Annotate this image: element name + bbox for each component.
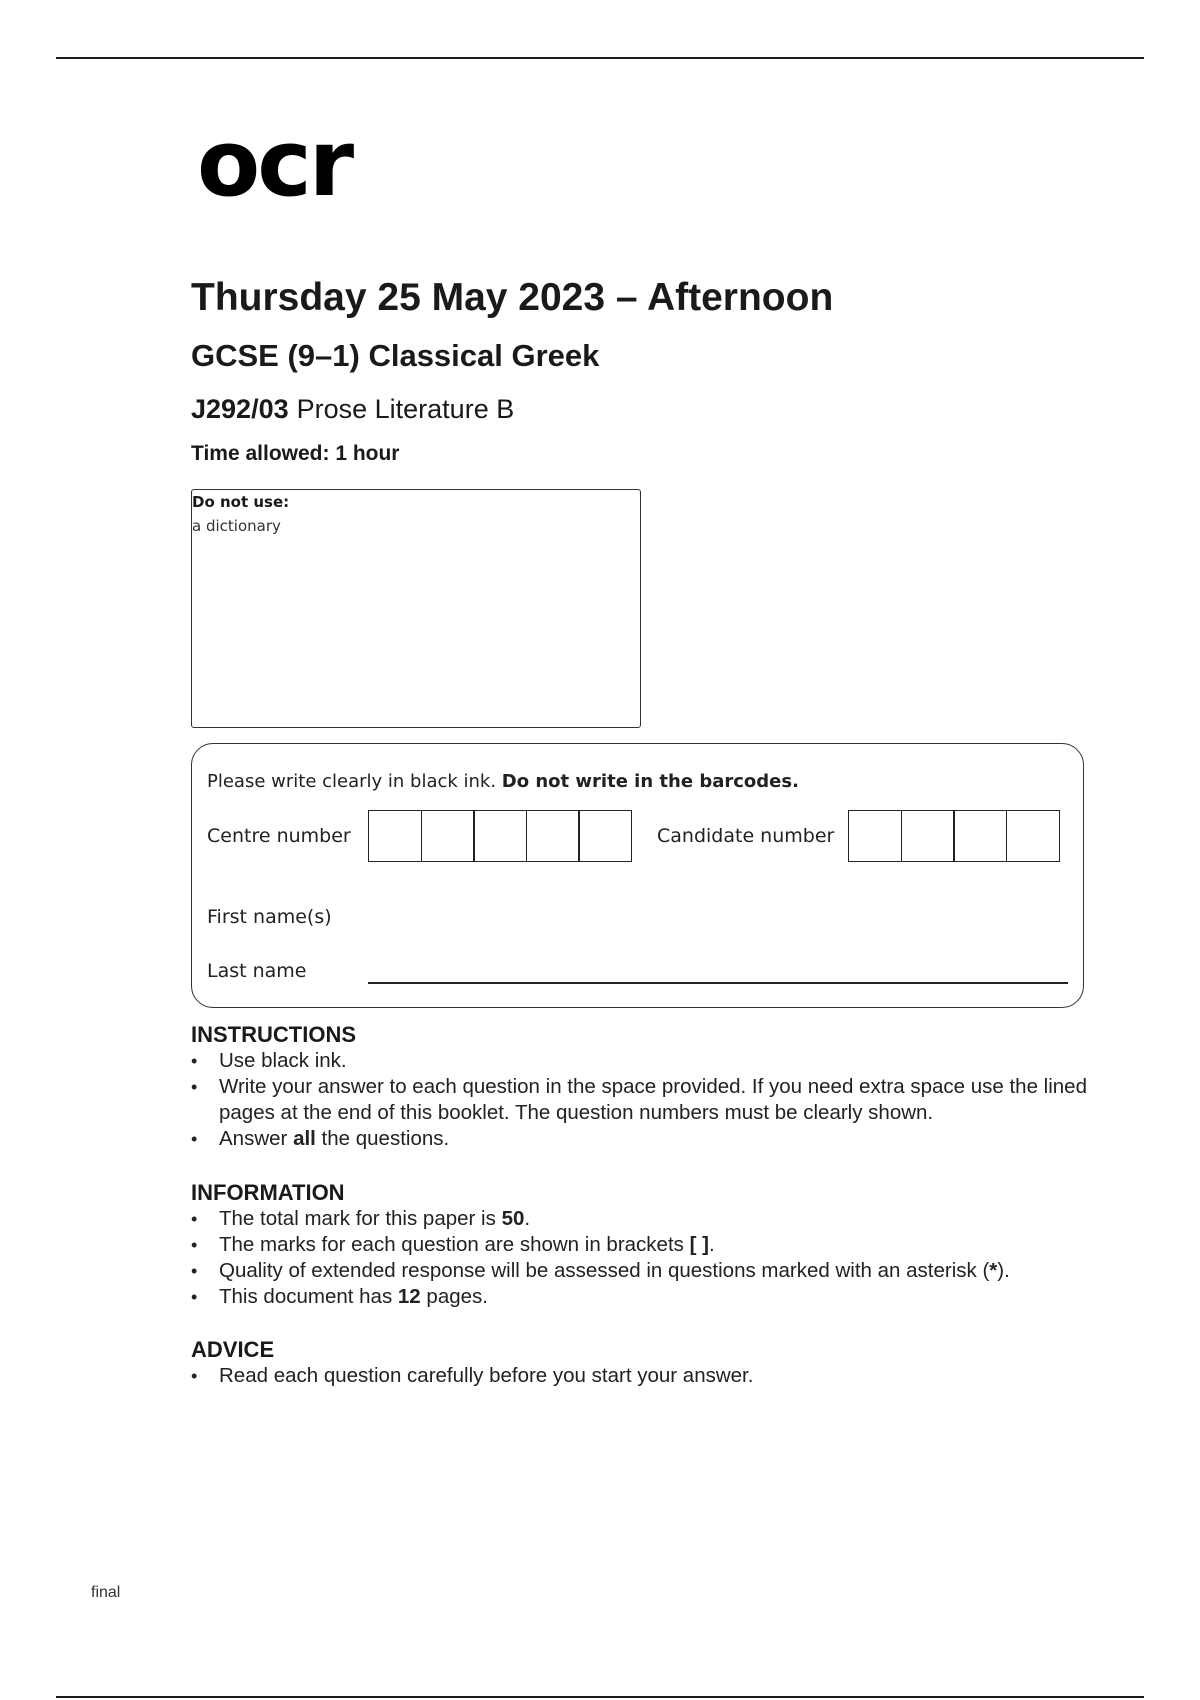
emphasis-text: 12 xyxy=(397,1285,421,1308)
advice-list xyxy=(191,1363,1091,1389)
emphasis-text: [ ] xyxy=(689,1233,709,1256)
list-item xyxy=(191,1048,1091,1074)
list-item xyxy=(191,1206,1091,1232)
emphasis-text: all xyxy=(293,1127,316,1150)
item-text: The marks for each question are shown in brackets xyxy=(219,1233,690,1256)
first-name-label: First name(s) xyxy=(207,906,332,928)
instructions-heading: INSTRUCTIONS xyxy=(191,1022,356,1047)
item-text: . xyxy=(708,1233,715,1256)
emphasis-text: * xyxy=(989,1259,998,1282)
information-list xyxy=(191,1206,1091,1310)
last-name-line[interactable] xyxy=(368,982,1068,984)
item-text: Answer xyxy=(219,1127,294,1150)
do-not-use-box xyxy=(191,489,641,728)
paper-code: J292/03 xyxy=(191,394,289,424)
item-text: Read each question carefully before you start your answer. xyxy=(219,1364,754,1387)
paper-heading xyxy=(191,396,514,423)
item-text: This document has xyxy=(219,1285,398,1308)
list-item xyxy=(191,1284,1091,1310)
emphasis-text: 50 xyxy=(501,1207,525,1230)
item-text: ). xyxy=(997,1259,1010,1282)
exam-date-session: Thursday 25 May 2023 – Afternoon xyxy=(191,276,834,319)
ink-note-text: Please write clearly in black ink. xyxy=(207,771,502,792)
list-item xyxy=(191,1074,1091,1126)
centre-number-digit-box[interactable] xyxy=(421,810,475,862)
candidate-number-digit-box[interactable] xyxy=(848,810,902,862)
centre-number-digit-box[interactable] xyxy=(578,810,632,862)
item-text: Write your answer to each question in the space provided. If you need extra space use the lined pages at the end of this booklet. The question numbers must be clearly shown. xyxy=(219,1075,1087,1124)
time-allowed: Time allowed: 1 hour xyxy=(191,442,400,465)
candidate-number-digit-box[interactable] xyxy=(1006,810,1060,862)
ink-note xyxy=(207,771,799,792)
candidate-number-boxes[interactable] xyxy=(848,810,1060,862)
centre-number-label: Centre number xyxy=(207,825,351,847)
list-item xyxy=(191,1126,1091,1152)
paper-title: Prose Literature B xyxy=(296,394,515,424)
centre-number-boxes[interactable] xyxy=(368,810,632,862)
item-text: . xyxy=(524,1207,531,1230)
centre-number-digit-box[interactable] xyxy=(368,810,422,862)
information-heading: INFORMATION xyxy=(191,1180,345,1205)
candidate-number-label: Candidate number xyxy=(657,825,835,847)
item-text: Use black ink. xyxy=(219,1049,347,1072)
instructions-list xyxy=(191,1048,1091,1152)
candidate-number-digit-box[interactable] xyxy=(901,810,955,862)
do-not-use-heading: Do not use: xyxy=(192,493,290,511)
advice-heading: ADVICE xyxy=(191,1337,275,1362)
item-text: The total mark for this paper is xyxy=(219,1207,502,1230)
last-name-label: Last name xyxy=(207,960,307,982)
list-item xyxy=(191,1232,1091,1258)
item-text: pages. xyxy=(420,1285,488,1308)
candidate-number-digit-box[interactable] xyxy=(953,810,1007,862)
candidate-details-box xyxy=(191,743,1084,1008)
list-item xyxy=(191,1258,1091,1284)
item-text: the questions. xyxy=(315,1127,450,1150)
qualification-title: GCSE (9–1) Classical Greek xyxy=(191,338,600,373)
do-not-use-item: a dictionary xyxy=(192,517,281,535)
information-section xyxy=(191,1180,1091,1310)
ocr-logo: ocr xyxy=(197,110,352,217)
version-label: final xyxy=(91,1584,121,1601)
list-item xyxy=(191,1363,1091,1389)
advice-section xyxy=(191,1337,1091,1389)
centre-number-digit-box[interactable] xyxy=(526,810,580,862)
item-text: Quality of extended response will be assessed in questions marked with an asterisk ( xyxy=(219,1259,990,1282)
top-rule xyxy=(56,57,1144,59)
bottom-rule xyxy=(56,1696,1144,1698)
instructions-section xyxy=(191,1022,1091,1152)
centre-number-digit-box[interactable] xyxy=(473,810,527,862)
barcode-warning: Do not write in the barcodes. xyxy=(501,771,799,792)
